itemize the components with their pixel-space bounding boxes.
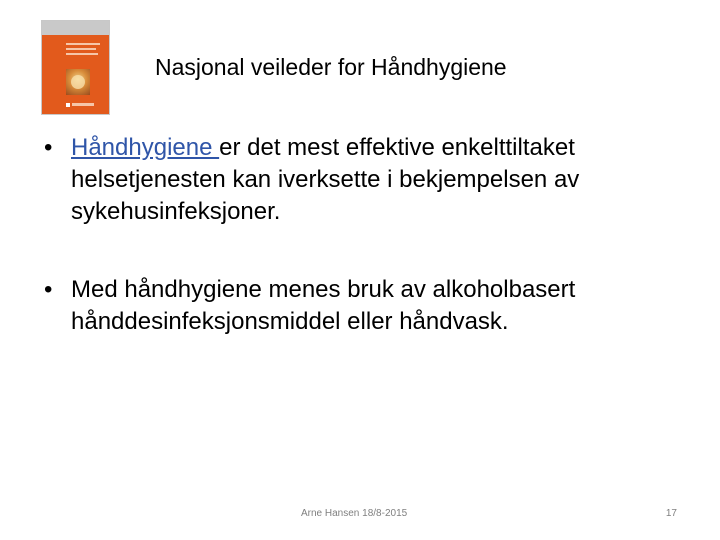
bullet-text: er det mest effektive enkelttiltaket helsetjenesten kan iverksette i bekjempelsen av sykehusinfeksjoner.	[71, 134, 580, 225]
slide-title: Nasjonal veileder for Håndhygiene	[155, 54, 507, 80]
page-number: 17	[665, 508, 677, 519]
bullet-item	[44, 274, 694, 338]
bullet-text: Med håndhygiene menes bruk av alkoholbasert hånddesinfeksjonsmiddel eller håndvask.	[71, 276, 576, 335]
cover-title-line	[66, 43, 100, 45]
hand-hygiene-link[interactable]: Håndhygiene	[71, 134, 220, 161]
bullet-icon: •	[44, 276, 53, 303]
book-cover-image	[41, 20, 110, 115]
cover-title-line	[66, 48, 96, 50]
bullet-item	[44, 132, 694, 228]
cover-publisher-mark	[72, 103, 94, 106]
footer-text: Arne Hansen 18/8-2015	[301, 508, 408, 519]
bullet-icon: •	[44, 134, 53, 161]
cover-top-band	[42, 21, 109, 35]
cover-logo-icon	[66, 103, 70, 107]
cover-photo	[66, 69, 90, 95]
bullet-list	[44, 132, 694, 338]
cover-title-line	[66, 53, 98, 55]
